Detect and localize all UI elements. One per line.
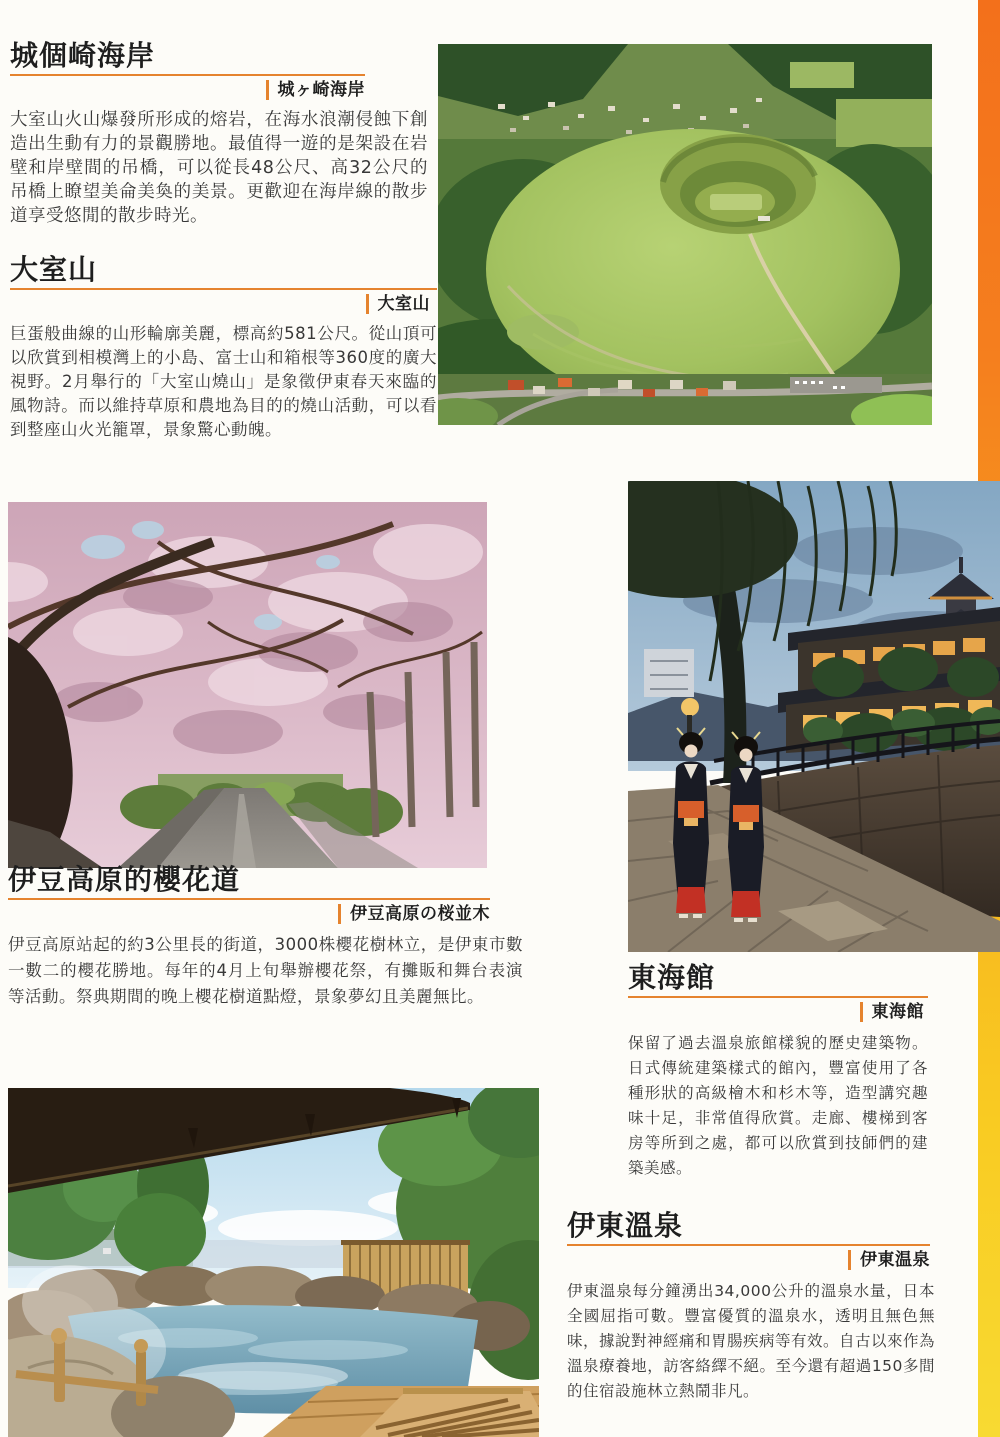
tag-row — [628, 1002, 924, 1023]
section-body: 巨蛋般曲線的山形輪廓美麗，標高約581公尺。從山頂可以欣賞到相模灣上的小島、富士山和箱根等360度的廣大視野。2月舉行的「大室山燒山」是象徵伊東春天來臨的風物詩。而以維持草原和農地為目的的燒山活動，可以看到整座山火光籠罩，景象驚心動魄。 — [10, 324, 437, 439]
tag-row — [8, 904, 490, 925]
section-sakura-road — [8, 862, 523, 1010]
section-tag-japanese: 東海館 — [871, 1002, 924, 1022]
tag-tick — [860, 1002, 863, 1022]
tag-tick — [266, 80, 269, 100]
section-title: 伊豆高原的櫻花道 — [8, 863, 241, 896]
onsen-open-air-bath-photo — [8, 1088, 539, 1437]
tag-tick — [366, 294, 369, 314]
tag-row — [10, 80, 365, 101]
section-body: 保留了過去溫泉旅館樣貌的歷史建築物。日式傳統建築樣式的館內，豐富使用了各種形狀的高級檜木和杉木等，造型講究趣味十足，非常值得欣賞。走廊、樓梯到客房等所到之處，都可以欣賞到技師們的建築美感。 — [628, 1034, 928, 1177]
section-body: 大室山火山爆發所形成的熔岩，在海水浪潮侵蝕下創造出生動有力的景觀勝地。最值得一遊的是架設在岩壁和岸壁間的吊橋，可以從長48公尺、高32公尺的吊橋上瞭望美侖美奐的美景。更歡迎在海岸線的散步道享受悠閒的散步時光。 — [10, 110, 428, 226]
tag-row — [10, 294, 430, 315]
title-underline — [567, 1244, 930, 1246]
mount-omuro-aerial-photo — [438, 44, 932, 425]
title-underline — [10, 74, 365, 76]
section-title: 伊東溫泉 — [567, 1209, 684, 1242]
section-mount-omuro — [10, 252, 437, 442]
section-jogasaki-coast — [10, 38, 430, 228]
section-title: 東海館 — [628, 961, 716, 994]
section-body: 伊東溫泉每分鐘湧出34,000公升的溫泉水量，日本全國屈指可數。豐富優質的溫泉水，透明且無色無味，據說對神經痛和胃腸疾病等有效。自古以來作為溫泉療養地，訪客絡繹不絕。至今還有超過150多間的住宿設施林立熱鬧非凡。 — [567, 1282, 936, 1400]
tag-tick — [338, 904, 341, 924]
cherry-blossom-road-photo — [8, 502, 487, 868]
tag-row — [567, 1250, 930, 1271]
section-body: 伊豆高原站起的約3公里長的街道，3000株櫻花樹林立，是伊東市數一數二的櫻花勝地。每年的4月上旬舉辦櫻花祭，有攤販和舞台表演等活動。祭典期間的晚上櫻花樹道點燈，景象夢幻且美麗無比。 — [8, 935, 523, 1006]
section-ito-onsen — [567, 1208, 935, 1404]
section-tokaikan — [628, 960, 928, 1181]
geisha-street-night-photo — [628, 481, 1000, 952]
tag-tick — [848, 1250, 851, 1270]
section-tag-japanese: 伊豆高原の桜並木 — [350, 904, 490, 924]
section-tag-japanese: 城ヶ崎海岸 — [277, 80, 365, 100]
section-tag-japanese: 大室山 — [377, 294, 430, 314]
section-title: 城個崎海岸 — [10, 39, 156, 72]
title-underline — [10, 288, 437, 290]
title-underline — [628, 996, 928, 998]
title-underline — [8, 898, 490, 900]
section-tag-japanese: 伊東温泉 — [860, 1250, 930, 1270]
section-title: 大室山 — [10, 253, 98, 286]
